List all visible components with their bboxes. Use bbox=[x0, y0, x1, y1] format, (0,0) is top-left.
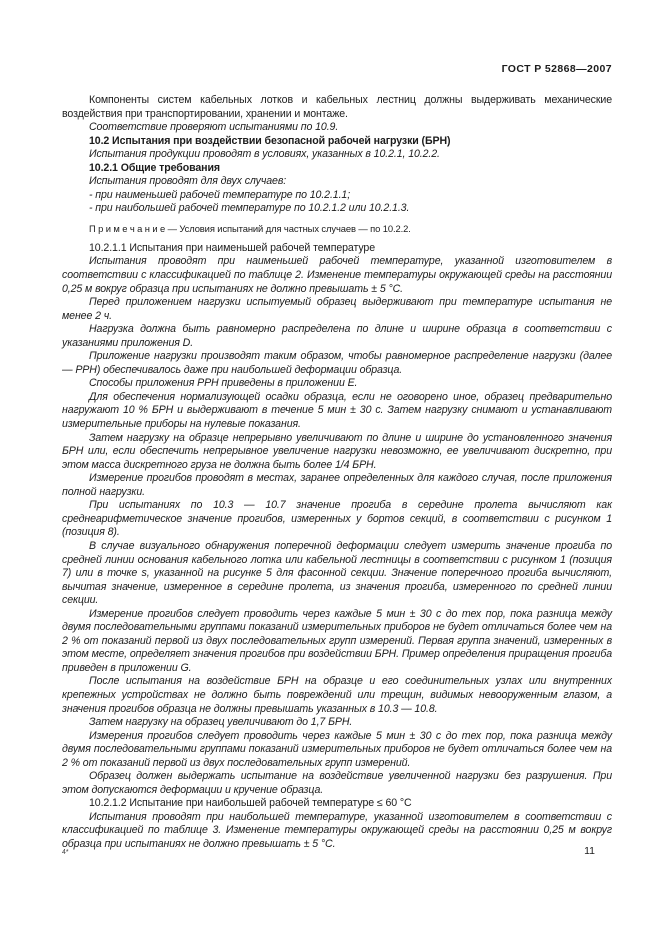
paragraph-increased-load: Затем нагрузку на образец увеличивают до 1,7 БРН. bbox=[89, 716, 353, 729]
clause-heading-10-2-1-1: 10.2.1.1 Испытания при наименьшей рабочей температуре bbox=[89, 241, 376, 254]
paragraph-two-cases: Испытания проводят для двух случаев: bbox=[89, 175, 287, 188]
paragraph-preload: Для обеспечения нормализующей осадки образца, если не оговорено иное, образец предварительно нагружают 10 % БРН и выдерживают в течение 5 мин ± 30 с. Затем нагрузку снимают и устанавливают измерительные приборы на нулевые показания. bbox=[62, 390, 612, 431]
document-body bbox=[62, 94, 612, 852]
paragraph-rrn-methods: Способы приложения РРН приведены в приложении Е. bbox=[89, 377, 358, 390]
paragraph-no-destruction: Образец должен выдержать испытание на воздействие увеличенной нагрузки без разрушения. При этом допускаются деформации и кручение образца. bbox=[62, 770, 612, 796]
paragraph-load-application: Приложение нагрузки производят таким образом, чтобы равномерное распределение нагрузки (далее — РРН) обеспечивалось даже при наибольшей деформации образца. bbox=[62, 350, 612, 376]
paragraph-load-increase: Затем нагрузку на образце непрерывно увеличивают по длине и ширине до установленного значения БРН или, если обеспечить непрерывное увеличение нагрузки невозможно, ее увеличивают дискретно, при этом масса дискретного груза не должна быть более 1/4 БРН. bbox=[62, 431, 612, 471]
paragraph-deflection-measurement: Измерение прогибов проводят в местах, заранее определенных для каждого случая, после приложения полной нагрузки. bbox=[62, 472, 612, 498]
paragraph-conformity: Соответствие проверяют испытаниями по 10.9. bbox=[89, 121, 339, 134]
list-item-min-temperature: - при наименьшей рабочей температуре по 10.2.1.1; bbox=[89, 188, 351, 201]
document-number: ГОСТ Р 52868—2007 bbox=[501, 63, 612, 75]
paragraph-transverse-deformation: В случае визуального обнаружения поперечной деформации следует измерить значение прогиба по средней линии основания кабельного лотка или кабельной лестницы в соответствии с рисунком 1 (позиция 7) или в точке s, указанной на рисунке 5 для фасонной секции. Значение поперечного прогиба вычисляют, вычитая значение, измеренное в середине пролета, из значения прогиба, измеренного по средней линии секции. bbox=[62, 539, 612, 607]
paragraph-preconditioning: Перед приложением нагрузки испытуемый образец выдерживают при температуре испытания не менее 2 ч. bbox=[62, 296, 612, 322]
paragraph-increased-load-measurement: Измерения прогибов следует проводить через каждые 5 мин ± 30 с до тех пор, пока разница между двумя последовательными группами показаний измерительных приборов не будет отличаться более чем на 2 % от показаний первой из двух последовательных групп измерений. bbox=[62, 729, 612, 769]
section-heading-10-2: 10.2 Испытания при воздействии безопасной рабочей нагрузки (БРН) bbox=[89, 134, 451, 147]
paragraph-requirements: Компоненты систем кабельных лотков и кабельных лестниц должны выдерживать механические воздействия при транспортировании, хранении и монтаже. bbox=[62, 94, 612, 120]
paragraph-max-temp-test: Испытания проводят при наибольшей температуре, указанной изготовителем в соответствии с классификацией по таблице 3. Изменение температуры окружающей среды на расстоянии 0,25 м вокруг образца при испытаниях не должно превышать ± 5 °С. bbox=[62, 810, 612, 850]
clause-heading-10-2-1-2: 10.2.1.2 Испытание при наибольшей рабочей температуре ≤ 60 °С bbox=[89, 797, 412, 810]
page-header bbox=[62, 63, 612, 75]
list-item-max-temperature: - при наибольшей рабочей температуре по 10.2.1.2 или 10.2.1.3. bbox=[89, 202, 410, 215]
paragraph-min-temp-test: Испытания проводят при наименьшей рабочей температуре, указанной изготовителем в соответствии с классификацией по таблице 2. Изменение температуры окружающей среды на расстоянии 0,25 м вокруг образца при испытаниях не должно превышать ± 5 °С. bbox=[62, 255, 612, 295]
paragraph-after-test: После испытания на воздействие БРН на образце и его соединительных узлах или внутренних крепежных устройствах не должно быть повреждений или трещин, видимых невооруженным глазом, а значения прогибов образца не должны превышать указанных в 10.3 — 10.8. bbox=[62, 675, 612, 715]
paragraph-load-distribution: Нагрузка должна быть равномерно распределена по длине и ширине образца в соответствии с указаниями приложения D. bbox=[62, 323, 612, 349]
paragraph-midspan-deflection: При испытаниях по 10.3 — 10.7 значение прогиба в середине пролета вычисляют как среднеарифметическое значение прогибов, измеренных у бортов секций, в соответствии с рисунком 1 (позиция 8). bbox=[62, 499, 612, 539]
printers-signature-mark: 4* bbox=[62, 849, 69, 856]
paragraph-measurement-interval: Измерение прогибов следует проводить через каждые 5 мин ± 30 с до тех пор, пока разница между двумя последовательными группами показаний измерительных приборов не будет отличаться более чем на 2 % от показаний первой из двух последовательных групп измерений. Первая группа значений, измеренных в этом месте, определяет значения прогибов при воздействии БРН. Пример определения приращения прогиба приведен в приложении G. bbox=[62, 607, 612, 674]
note: П р и м е ч а н и е — Условия испытаний для частных случаев — по 10.2.2. bbox=[89, 222, 411, 234]
page-number: 11 bbox=[584, 845, 595, 857]
section-heading-10-2-1: 10.2.1 Общие требования bbox=[89, 161, 220, 174]
paragraph-conditions: Испытания продукции проводят в условиях, указанных в 10.2.1, 10.2.2. bbox=[89, 148, 440, 161]
